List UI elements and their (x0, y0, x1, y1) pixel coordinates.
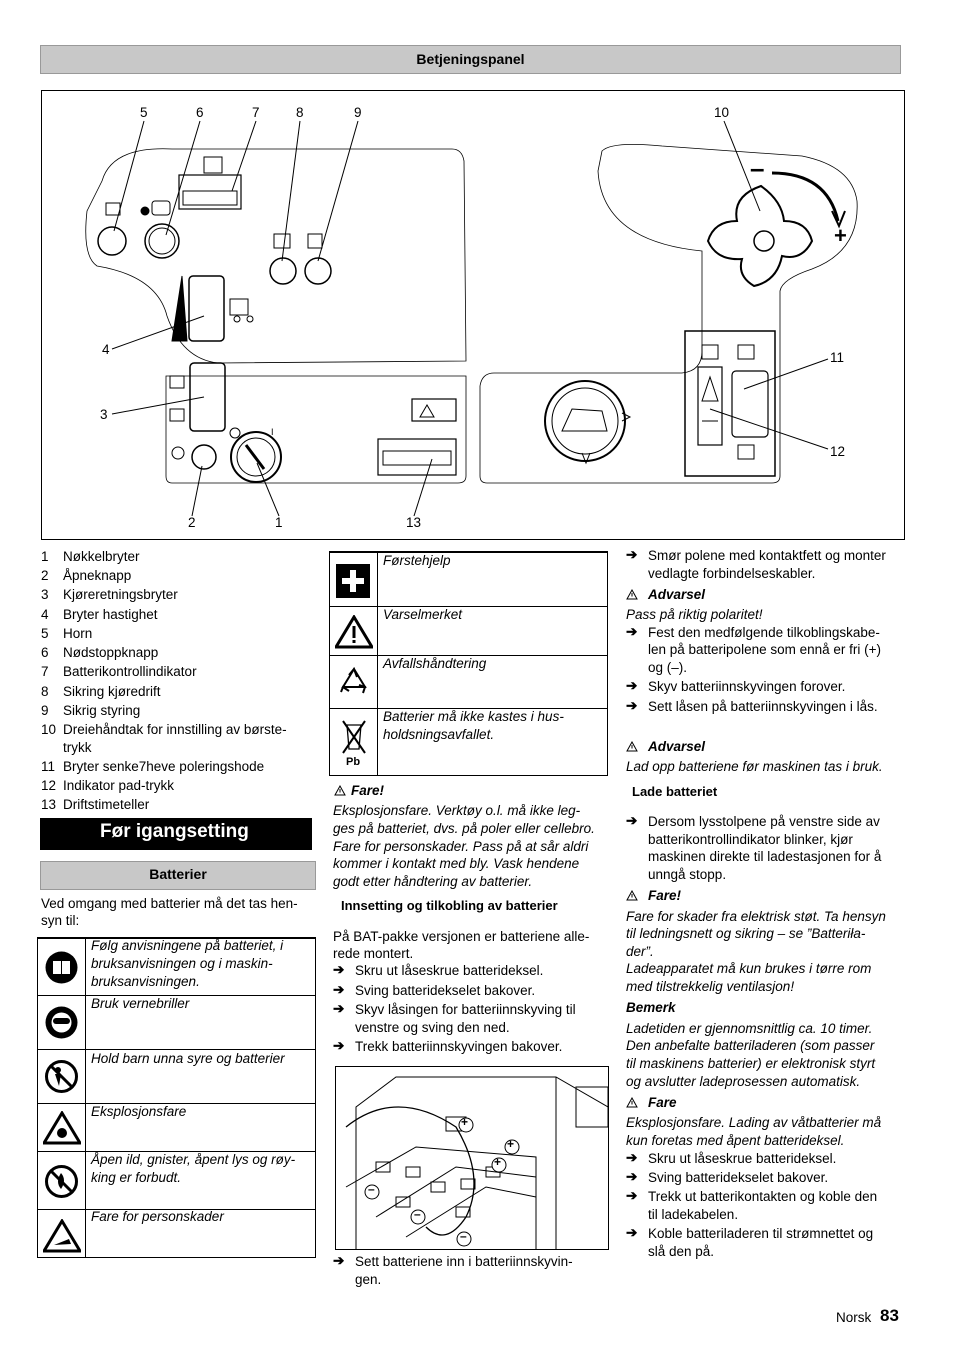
callout-3: 3 (100, 407, 108, 422)
legend-item: Åpneknapp (63, 568, 132, 583)
arrow-icon: ➔ (333, 982, 345, 997)
arrow-icon: ➔ (626, 1169, 638, 1184)
legend-item: trykk (63, 740, 92, 755)
legend-item: Dreiehåndtak for innstilling av børste- (63, 722, 287, 737)
callout-7: 7 (252, 105, 260, 120)
minus-label: – (750, 153, 765, 183)
recycle-icon (335, 665, 373, 701)
arrow-icon: ➔ (333, 962, 345, 977)
control-panel-figure (41, 90, 905, 540)
bin-icon (341, 719, 367, 755)
table-row: Fare for personskader (38, 1209, 315, 1259)
minus-marker: – (460, 1229, 467, 1243)
plus-marker: + (494, 1155, 502, 1169)
callout-12: 12 (830, 444, 846, 459)
key-position-label: I (271, 427, 274, 437)
symbols-table (329, 551, 608, 776)
legend-item: Sikrig styring (63, 703, 141, 718)
section-header-bar (40, 45, 901, 74)
callout-10: 10 (714, 105, 730, 120)
arrow-icon: ➔ (626, 1150, 638, 1165)
injury-icon (43, 1219, 81, 1253)
chapter-title-bar (40, 818, 312, 850)
legend-item: Driftstimeteller (63, 797, 150, 812)
table-row: Følg anvisningene på batteriet, i bruksanvisningen og i maskin- bruksanvisningen. (38, 938, 315, 995)
children-icon (45, 1060, 78, 1093)
arrow-icon: ➔ (626, 624, 638, 639)
arrow-icon: ➔ (333, 1253, 345, 1268)
plus-marker: + (507, 1137, 515, 1151)
warning-triangle-icon (626, 741, 638, 752)
table-row: Pb Batterier må ikke kastes i hus- holdsningsavfallet. (330, 708, 607, 777)
arrow-icon: ➔ (626, 1188, 638, 1203)
arrow-icon: ➔ (626, 698, 638, 713)
plus-marker: + (461, 1115, 469, 1129)
intro-line: Ved omgang med batterier må det tas hen- (41, 896, 298, 911)
callout-6: 6 (196, 105, 204, 120)
minus-marker: – (368, 1182, 375, 1196)
callout-9: 9 (354, 105, 362, 120)
explosion-icon (43, 1111, 81, 1145)
control-panel-drawing (42, 91, 904, 539)
callout-13: 13 (406, 515, 422, 530)
fare-title: Fare! (351, 783, 385, 798)
battery-safety-table (37, 937, 316, 1258)
legend-item: Horn (63, 626, 93, 641)
callout-8: 8 (296, 105, 304, 120)
arrow-icon: ➔ (626, 1225, 638, 1240)
legend-item: Nødstoppknapp (63, 645, 159, 660)
subsection-bar (40, 861, 316, 890)
arrow-icon: ➔ (626, 678, 638, 693)
arrow-icon: ➔ (333, 1001, 345, 1016)
footer-language: Norsk (836, 1310, 872, 1325)
battery-figure (335, 1066, 609, 1250)
plus-label: + (834, 223, 847, 248)
table-row: Hold barn unna syre og batterier (38, 1049, 315, 1103)
page-number: 83 (880, 1306, 899, 1325)
subsection-title: Batterier (149, 866, 207, 882)
callout-11: 11 (830, 350, 845, 365)
no-fire-icon (45, 1165, 78, 1198)
goggles-icon (45, 1006, 78, 1039)
table-row: Bruk vernebriller (38, 995, 315, 1049)
table-row: Førstehjelp (330, 552, 607, 606)
callout-4: 4 (102, 342, 110, 357)
battery-drawing (336, 1067, 608, 1249)
arrow-icon: ➔ (626, 813, 638, 828)
warning-triangle-icon (626, 1097, 638, 1108)
subsection-heading: Lade batteriet (632, 784, 718, 799)
subsection-heading: Innsetting og tilkobling av batterier (341, 898, 558, 913)
warning-triangle-icon (626, 890, 638, 901)
warning-icon (335, 615, 373, 649)
legend-item: Indikator pad-trykk (63, 778, 175, 793)
pb-label: Pb (346, 756, 361, 768)
table-row: Varselmerket (330, 606, 607, 655)
section-header-title: Betjeningspanel (416, 51, 525, 67)
arrow-icon: ➔ (333, 1038, 345, 1053)
minus-marker: – (414, 1207, 421, 1221)
arrow-icon: ➔ (626, 547, 638, 562)
legend-item: Kjøreretningsbryter (63, 587, 178, 602)
legend-item: Bryter senke7heve poleringshode (63, 759, 265, 774)
warning-triangle-icon (626, 589, 638, 600)
legend-item: Sikring kjøredrift (63, 684, 161, 699)
legend-item: Bryter hastighet (63, 607, 158, 622)
warning-triangle-icon (334, 785, 346, 796)
table-row: Eksplosjonsfare (38, 1103, 315, 1151)
callout-2: 2 (188, 515, 196, 530)
manual-icon (45, 951, 78, 984)
first-aid-icon (336, 564, 370, 598)
legend-item: Nøkkelbryter (63, 549, 140, 564)
callout-5: 5 (140, 105, 148, 120)
table-row: Avfallshåndtering (330, 655, 607, 708)
chapter-title: Før igangsetting (100, 821, 249, 842)
intro-line: syn til: (41, 913, 80, 928)
callout-1: 1 (275, 515, 283, 530)
legend-item: Batterikontrollindikator (63, 664, 197, 679)
table-row: Åpen ild, gnister, åpent lys og røy- king er forbudt. (38, 1151, 315, 1209)
